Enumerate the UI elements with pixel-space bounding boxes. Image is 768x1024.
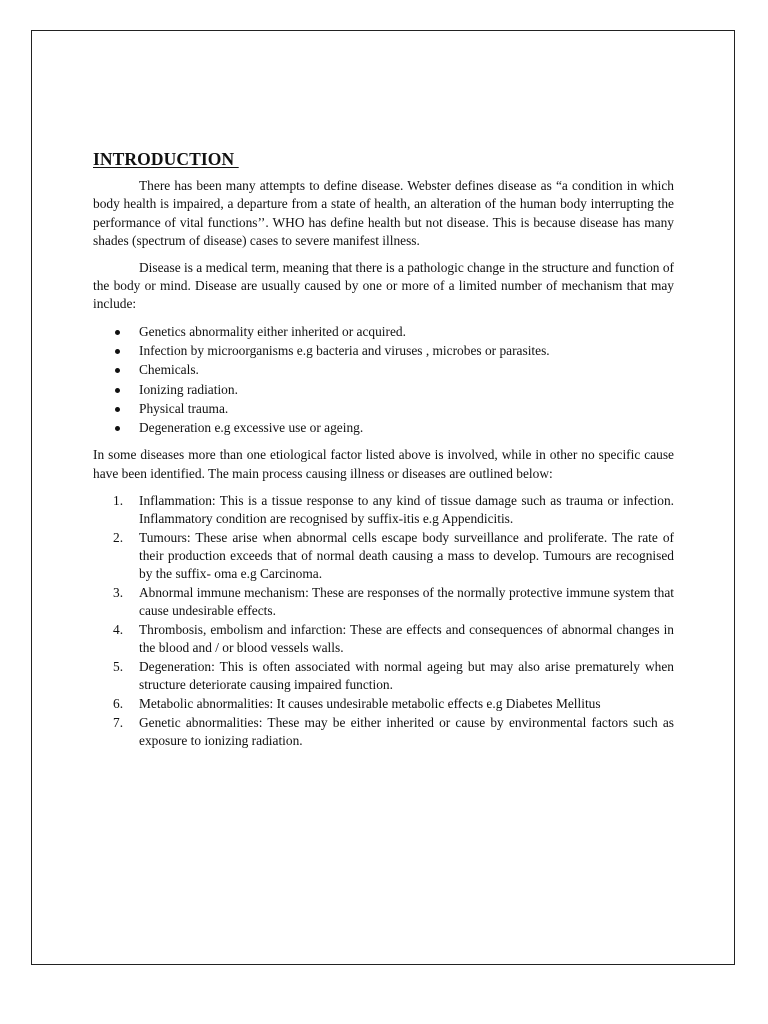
list-item: Chemicals.	[93, 361, 674, 379]
paragraph-medical-term: Disease is a medical term, meaning that there is a pathologic change in the structure and function of the body or mind. Disease are usually caused by one or more of a limited number of mechanism that may include:	[93, 260, 674, 312]
list-item: 3. Abnormal immune mechanism: These are responses of the normally protective immune system that cause undesirable effects.	[113, 584, 674, 619]
list-item: 6. Metabolic abnormalities: It causes undesirable metabolic effects e.g Diabetes Mellitus	[113, 695, 601, 711]
numbered-list	[93, 492, 674, 750]
bullet-icon	[115, 330, 120, 335]
paragraph-etiology: In some diseases more than one etiological factor listed above is involved, while in other no specific cause have been identified. The main process causing illness or diseases are outlined below:	[93, 447, 674, 481]
list-item: Degeneration e.g excessive use or ageing.	[93, 419, 674, 437]
list-item: 2. Tumours: These arise when abnormal cells escape body surveillance and proliferate. The rate of their production exceeds that of normal death causing a mass to develop. Tumours are recognised by the suffix- oma e.g Carcinoma.	[113, 529, 674, 582]
bullet-icon	[115, 388, 120, 393]
list-item: 7. Genetic abnormalities: These may be either inherited or cause by environmental factors such as exposure to ionizing radiation.	[113, 714, 674, 748]
list-item: 4. Thrombosis, embolism and infarction: These are effects and consequences of abnormal changes in the blood and / or blood vessels walls.	[113, 621, 674, 656]
list-item: Infection by microorganisms e.g bacteria and viruses , microbes or parasites.	[93, 342, 674, 360]
page-title: INTRODUCTION	[93, 149, 239, 169]
list-item: Genetics abnormality either inherited or acquired.	[93, 323, 674, 341]
list-item: Ionizing radiation.	[93, 381, 674, 399]
paragraph-definition: There has been many attempts to define disease. Webster defines disease as “a condition in which body health is impaired, a departure from a state of health, an alteration of the human body interrupting the performance of vital functions’’. WHO has define health but not disease. This is because disease has many shades (spectrum of disease) cases to severe manifest illness.	[93, 178, 674, 248]
bullet-icon	[115, 368, 120, 373]
bullet-icon	[115, 349, 120, 354]
bullet-list	[93, 323, 674, 438]
document-body	[93, 150, 674, 751]
bullet-icon	[115, 426, 120, 431]
list-item: Physical trauma.	[93, 400, 674, 418]
list-item: 5. Degeneration: This is often associated with normal ageing but may also arise prematurely when structure deteriorate causing impaired function.	[113, 658, 674, 693]
list-item: 1. Inflammation: This is a tissue response to any kind of tissue damage such as trauma or infection. Inflammatory condition are recognised by suffix-itis e.g Appendicitis.	[113, 492, 674, 526]
bullet-icon	[115, 407, 120, 412]
